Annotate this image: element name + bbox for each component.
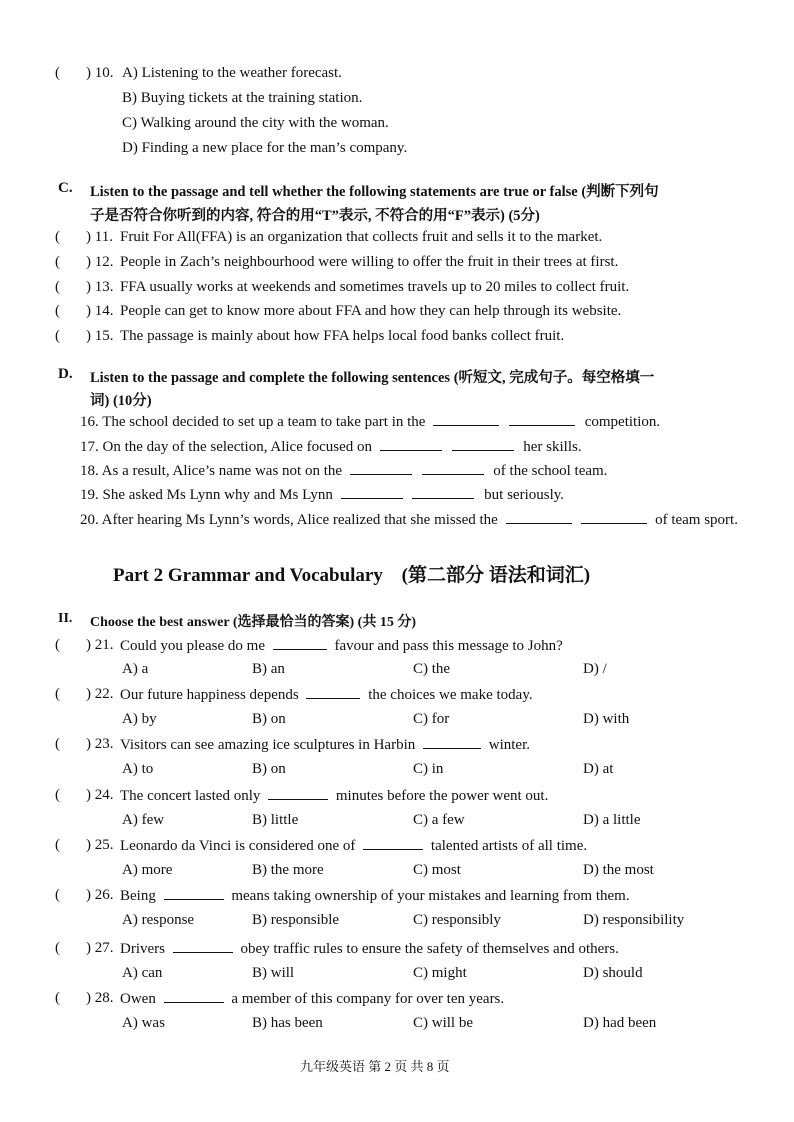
question-stem [120, 787, 548, 805]
question-number: ) 24. [86, 787, 114, 803]
question-number: ) 27. [86, 940, 114, 956]
answer-paren: ( [55, 837, 60, 853]
section-d-instructions: Listen to the passage and complete the following sentences (听短文, 完成句子。每空格填一 [90, 370, 655, 386]
question-number: ) 10. [86, 65, 114, 81]
answer-paren: ( [55, 990, 60, 1006]
option-b[interactable]: B) an [252, 661, 285, 677]
sentence-end: her skills. [523, 439, 582, 455]
answer-paren: ( [55, 940, 60, 956]
stem-start: Drivers [120, 941, 165, 957]
option-a[interactable]: A) can [122, 965, 163, 981]
sentence-end: but seriously. [484, 487, 565, 503]
stem-start: Visitors can see amazing ice sculptures in Harbin [120, 737, 416, 753]
question-number: ) 12. [86, 254, 114, 270]
question-number: ) 14. [86, 303, 114, 319]
stem-end: a member of this company for over ten years. [231, 991, 505, 1007]
blank-2[interactable] [412, 486, 474, 499]
option-a[interactable]: A) few [122, 812, 165, 828]
blank-1[interactable] [433, 413, 499, 426]
section-d-letter: D. [58, 366, 73, 382]
option-b[interactable]: B) has been [252, 1015, 323, 1031]
stem-end: minutes before the power went out. [335, 788, 549, 804]
answer-blank[interactable] [164, 990, 224, 1003]
answer-blank[interactable] [164, 887, 224, 900]
question-number: ) 13. [86, 279, 114, 295]
answer-paren: ( [55, 787, 60, 803]
option-a[interactable]: A) to [122, 761, 154, 777]
option-d[interactable]: D) the most [583, 862, 654, 878]
option-a[interactable]: A) was [122, 1015, 165, 1031]
list-item [80, 511, 738, 529]
stem-start: Leonardo da Vinci is considered one of [120, 838, 356, 854]
option-d[interactable]: D) at [583, 761, 614, 777]
answer-paren: ( [55, 328, 60, 344]
part-title [113, 560, 590, 587]
option-c[interactable]: C) most [413, 862, 461, 878]
answer-blank[interactable] [173, 940, 233, 953]
question-number: ) 25. [86, 837, 114, 853]
stem-end: talented artists of all time. [430, 838, 588, 854]
answer-paren: ( [55, 65, 60, 81]
sentence-end: competition. [584, 414, 661, 430]
stem-end: obey traffic rules to ensure the safety of themselves and others. [240, 941, 619, 957]
blank-1[interactable] [341, 486, 403, 499]
answer-paren: ( [55, 686, 60, 702]
answer-paren: ( [55, 254, 60, 270]
option-b: B) Buying tickets at the training station. [122, 90, 363, 106]
option-b[interactable]: B) responsible [252, 912, 340, 928]
sentence-end: of the school team. [493, 463, 608, 479]
question-stem [120, 940, 619, 958]
option-c[interactable]: C) will be [413, 1015, 473, 1031]
option-c[interactable]: C) in [413, 761, 444, 777]
option-b[interactable]: B) on [252, 761, 286, 777]
blank-2[interactable] [452, 438, 514, 451]
sentence-start: 19. She asked Ms Lynn why and Ms Lynn [80, 487, 333, 503]
section-ii-label: II. [58, 611, 73, 626]
question-stem [120, 990, 504, 1008]
part-title-en: Part 2 Grammar and Vocabulary [113, 565, 383, 586]
blank-1[interactable] [506, 511, 572, 524]
list-item [80, 462, 607, 480]
option-b[interactable]: B) little [252, 812, 299, 828]
sentence-start: 17. On the day of the selection, Alice focused on [80, 439, 373, 455]
blank-2[interactable] [422, 462, 484, 475]
part-title-cn: (第二部分 语法和词汇) [401, 565, 591, 586]
question-stem [120, 837, 587, 855]
question-number: ) 22. [86, 686, 114, 702]
section-ii-instructions: Choose the best answer (选择最恰当的答案) (共 15 分) [90, 615, 416, 630]
section-c-instructions: Listen to the passage and tell whether the following statements are true or false (判断下列句 [90, 184, 659, 200]
option-a[interactable]: A) more [122, 862, 173, 878]
sentence-start: 18. As a result, Alice’s name was not on the [80, 463, 343, 479]
question-number: ) 15. [86, 328, 114, 344]
section-c-letter: C. [58, 180, 73, 196]
option-b[interactable]: B) on [252, 711, 286, 727]
stem-start: The concert lasted only [120, 788, 261, 804]
answer-blank[interactable] [273, 637, 327, 650]
stem-end: means taking ownership of your mistakes and learning from them. [231, 888, 630, 904]
question-stem [120, 887, 630, 905]
blank-2[interactable] [509, 413, 575, 426]
option-b[interactable]: B) will [252, 965, 295, 981]
option-d[interactable]: D) / [583, 661, 607, 677]
question-number: ) 11. [86, 229, 113, 245]
section-d-instructions-2: 词) (10分) [90, 393, 152, 409]
blank-2[interactable] [581, 511, 647, 524]
option-a[interactable]: A) response [122, 912, 195, 928]
stem-start: Could you please do me [120, 638, 265, 654]
question-stem [120, 686, 533, 704]
option-c[interactable]: C) a few [413, 812, 465, 828]
stem-end: winter. [488, 737, 531, 753]
statement-text: People can get to know more about FFA and how they can help through its website. [120, 303, 622, 319]
list-item [80, 486, 564, 504]
option-b[interactable]: B) the more [252, 862, 324, 878]
answer-paren: ( [55, 279, 60, 295]
section-c-instructions-2: 子是否符合你听到的内容, 符合的用“T”表示, 不符合的用“F”表示) (5分) [90, 208, 540, 224]
statement-text: The passage is mainly about how FFA helps local food banks collect fruit. [120, 328, 565, 344]
answer-blank[interactable] [306, 686, 360, 699]
option-d[interactable]: D) had been [583, 1015, 657, 1031]
option-a: A) Listening to the weather forecast. [122, 65, 342, 81]
option-c[interactable]: C) responsibly [413, 912, 501, 928]
question-stem [120, 736, 530, 754]
statement-text: People in Zach’s neighbourhood were willing to offer the fruit in their trees at first. [120, 254, 619, 270]
answer-blank[interactable] [423, 736, 481, 749]
option-d[interactable]: D) responsibility [583, 912, 685, 928]
question-number: ) 23. [86, 736, 114, 752]
question-number: ) 26. [86, 887, 114, 903]
option-c[interactable]: C) for [413, 711, 450, 727]
option-c: C) Walking around the city with the woman. [122, 115, 389, 131]
stem-end: favour and pass this message to John? [334, 638, 563, 654]
option-d[interactable]: D) a little [583, 812, 641, 828]
blank-1[interactable] [350, 462, 412, 475]
answer-paren: ( [55, 637, 60, 653]
stem-end: the choices we make today. [368, 687, 533, 703]
sentence-start: 16. The school decided to set up a team to take part in the [80, 414, 426, 430]
sentence-end: of team sport. [655, 512, 738, 528]
question-number: ) 28. [86, 990, 114, 1006]
answer-blank[interactable] [363, 837, 423, 850]
option-c[interactable]: C) might [413, 965, 467, 981]
answer-paren: ( [55, 229, 60, 245]
answer-paren: ( [55, 736, 60, 752]
option-c[interactable]: C) the [413, 661, 451, 677]
list-item [80, 438, 582, 456]
stem-start: Being [120, 888, 156, 904]
question-stem [120, 637, 563, 655]
stem-start: Our future happiness depends [120, 687, 299, 703]
answer-blank[interactable] [268, 787, 328, 800]
list-item [80, 413, 660, 431]
statement-text: Fruit For All(FFA) is an organization that collects fruit and sells it to the market. [120, 229, 603, 245]
stem-start: Owen [120, 991, 156, 1007]
blank-1[interactable] [380, 438, 442, 451]
option-a[interactable]: A) a [122, 661, 149, 677]
sentence-start: 20. After hearing Ms Lynn’s words, Alice realized that she missed the [80, 512, 498, 528]
option-d: D) Finding a new place for the man’s company. [122, 140, 408, 156]
answer-paren: ( [55, 303, 60, 319]
statement-text: FFA usually works at weekends and sometimes travels up to 20 miles to collect fruit. [120, 279, 630, 295]
question-number: ) 21. [86, 637, 114, 653]
page-footer: 九年级英语 第 2 页 共 8 页 [300, 1059, 450, 1074]
answer-paren: ( [55, 887, 60, 903]
option-d[interactable]: D) should [583, 965, 643, 981]
option-a[interactable]: A) by [122, 711, 157, 727]
option-d[interactable]: D) with [583, 711, 630, 727]
